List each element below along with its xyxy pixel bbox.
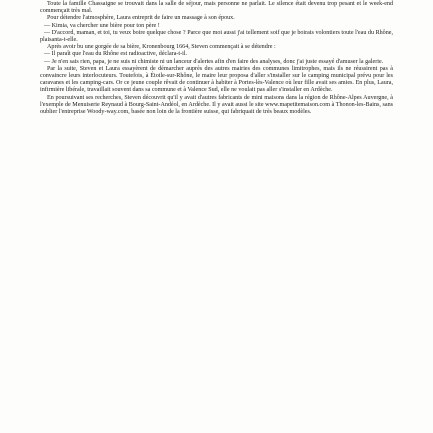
paragraph-3: Après avoir bu une gorgée de sa bière, Kronenbourg 1664, Steven commençait à se détendre : xyxy=(47,44,276,51)
paragraph-5: En poursuivant ses recherches, Steven découvrit qu'il y avait d'autres fabricants de mini maisons dans la région de Rhône-Alpes Auvergne, à l'exemple de Menuiserie Reynaud à Bourg-Saint-Andéol, en Ardèche. Il y avait aussi le site www.mapetitemaison.com à Thonon-les-Bains, sans oublier l'entreprise Woody-way.com, basée non loin de la frontière suisse, qui fabriquait de très beaux modèles. xyxy=(40,94,393,116)
dialog-line-4: — Je n'en sais rien, papa, je ne suis ni chimiste ni un lanceur d'alertes afin d'en faire des analyses, donc j'ai juste essayé d'amuser la galerie. xyxy=(44,58,384,65)
paragraph-2: Pour détendre l'atmosphère, Laura entreprit de faire un massage à son époux. xyxy=(47,15,235,22)
paragraph-1: Toute la famille Chassaigne se trouvait dans la salle de séjour, mais personne ne parlait. Le silence était devenu trop pesant et le week-end commençait très mal. xyxy=(40,1,393,15)
dialog-line-1: — Kimia, va chercher une bière pour ton père ! xyxy=(44,22,160,29)
paragraph-4: Par la suite, Steven et Laura essayèrent de démarcher auprès des autres mairies des communes limitrophes, mais ils ne réussirent pas à convaincre leurs interlocuteurs. Toutefois, à Étoile-sur-Rhône, le maire leur proposa d'aller s'installer sur le camping municipal prévu pour les caravanes et les camping-cars. Or ce jeune couple rêvait de continuer à habiter à Portes-lès-Valence où leur fille avait ses amies. En plus, Laura, infirmière libérale, travaillait souvent dans sa commune et à Valence Sud, elle ne voulait pas aller s'installer en Ardèche. xyxy=(40,65,393,94)
dialog-line-3: — Il paraît que l'eau du Rhône est radioactive, déclara-t-il. xyxy=(44,51,188,58)
dialog-line-2: — D'accord, maman, et toi, tu veux boire quelque chose ? Parce que moi aussi j'ai tellement soif que je boirais volontiers toute l'eau du Rhône, plaisanta-t-elle. xyxy=(40,29,393,44)
